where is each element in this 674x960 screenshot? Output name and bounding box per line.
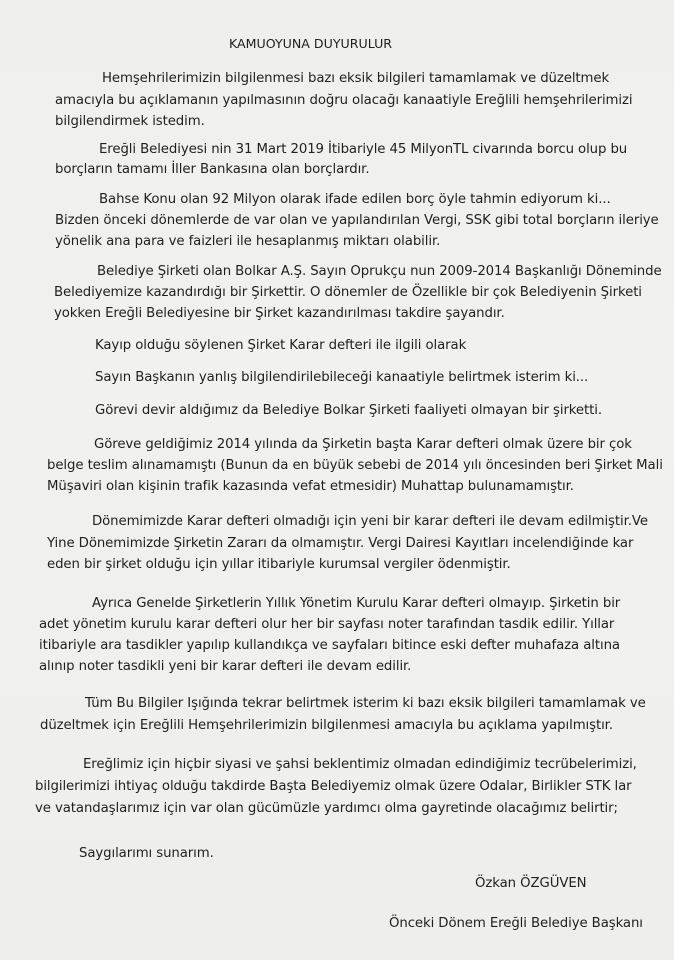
paragraph-8-line-2: belge teslim alınamamıştı (Bunun da en büyük sebebi de 2014 yılı öncesinden beri Şirket Mali	[47, 458, 663, 473]
paragraph-3-line-2: Bizden önceki dönemlerde de var olan ve yapılandırılan Vergi, SSK gibi total borçların ileriye	[55, 213, 659, 228]
paragraph-5-line-1: Kayıp olduğu söylenen Şirket Karar defteri ile ilgili olarak	[95, 338, 467, 353]
paragraph-12-line-1: Ereğlimiz için hiçbir siyasi ve şahsi beklentimiz olmadan edindiğimiz tecrübelerimizi,	[83, 757, 637, 772]
paragraph-11-line-2: düzeltmek için Ereğlili Hemşehrilerimizin bilgilenmesi amacıyla bu açıklama yapılmıştır.	[40, 718, 613, 733]
paragraph-6-line-1: Sayın Başkanın yanlış bilgilendirilebileceği kanaatiyle belirtmek isterim ki...	[95, 370, 589, 385]
document-title: KAMUOYUNA DUYURULUR	[229, 36, 393, 51]
signer-name: Özkan ÖZGÜVEN	[475, 876, 587, 891]
paragraph-9-line-2: Yine Dönemimizde Şirketin Zararı da olmamıştır. Vergi Dairesi Kayıtları incelendiğinde kar	[47, 536, 634, 551]
paragraph-1-line-2: amacıyla bu açıklamanın yapılmasının doğru olacağı kanaatiyle Ereğlili hemşehrilerimizi	[55, 93, 633, 108]
paragraph-4-line-2: Belediyemize kazandırdığı bir Şirkettir. O dönemler de Özellikle bir çok Belediyenin Şirketi	[54, 285, 642, 300]
paragraph-10-line-4: alınıp noter tasdikli yeni bir karar defteri ile devam edilir.	[39, 659, 412, 674]
paragraph-4-line-3: yokken Ereğli Belediyesine bir Şirket kazandırılması takdire şayandır.	[54, 306, 505, 321]
paragraph-4-line-1: Belediye Şirketi olan Bolkar A.Ş. Sayın Oprukçu nun 2009-2014 Başkanlığı Döneminde	[97, 264, 662, 279]
paragraph-7-line-1: Görevi devir aldığımız da Belediye Bolkar Şirketi faaliyeti olmayan bir şirketti.	[95, 403, 602, 418]
paragraph-9-line-3: eden bir şirket olduğu için yıllar itibariyle kurumsal vergiler ödenmiştir.	[47, 557, 511, 572]
paragraph-10-line-2: adet yönetim kurulu karar defteri olur her bir sayfası noter tarafından tasdik edilir. Yıllar	[39, 617, 615, 632]
paragraph-10-line-3: itibariyle ara tasdikler yapılıp kullandıkça ve sayfaları bitince eski defter muhafaza altına	[39, 638, 620, 653]
closing-line: Saygılarımı sunarım.	[79, 846, 214, 861]
paragraph-11-line-1: Tüm Bu Bilgiler Işığında tekrar belirtmek isterim ki bazı eksik bilgileri tamamlamak ve	[85, 696, 646, 711]
paragraph-10-line-1: Ayrıca Genelde Şirketlerin Yıllık Yönetim Kurulu Karar defteri olmayıp. Şirketin bir	[92, 596, 621, 611]
paragraph-2-line-2: borçların tamamı İller Bankasına olan borçlardır.	[55, 162, 370, 177]
paragraph-8-line-1: Göreve geldiğimiz 2014 yılında da Şirketin başta Karar defteri olmak üzere bir çok	[94, 437, 632, 452]
paragraph-9-line-1: Dönemimizde Karar defteri olmadığı için yeni bir karar defteri ile devam edilmiştir.Ve	[92, 514, 648, 529]
paragraph-1-line-3: bilgilendirmek istedim.	[55, 114, 205, 129]
paragraph-12-line-3: ve vatandaşlarımız için var olan gücümüzle yardımcı olma gayretinde olacağımız belirtir;	[35, 801, 618, 816]
paragraph-2-line-1: Ereğli Belediyesi nin 31 Mart 2019 İtibariyle 45 MilyonTL civarında borcu olup bu	[99, 142, 628, 157]
paragraph-8-line-3: Müşaviri olan kişinin trafik kazasında vefat etmesidir) Muhattap bulunamamıştır.	[47, 479, 574, 494]
paragraph-3-line-1: Bahse Konu olan 92 Milyon olarak ifade edilen borç öyle tahmin ediyorum ki...	[99, 192, 611, 207]
paragraph-12-line-2: bilgilerimizi ihtiyaç olduğu takdirde Başta Belediyemiz olmak üzere Odalar, Birlikler STK lar	[35, 779, 632, 794]
paragraph-3-line-3: yönelik ana para ve faizleri ile hesaplanmış miktarı olabilir.	[55, 234, 441, 249]
paragraph-1-line-1: Hemşehrilerimizin bilgilenmesi bazı eksik bilgileri tamamlamak ve düzeltmek	[102, 71, 610, 86]
signer-role: Önceki Dönem Ereğli Belediye Başkanı	[389, 916, 643, 931]
